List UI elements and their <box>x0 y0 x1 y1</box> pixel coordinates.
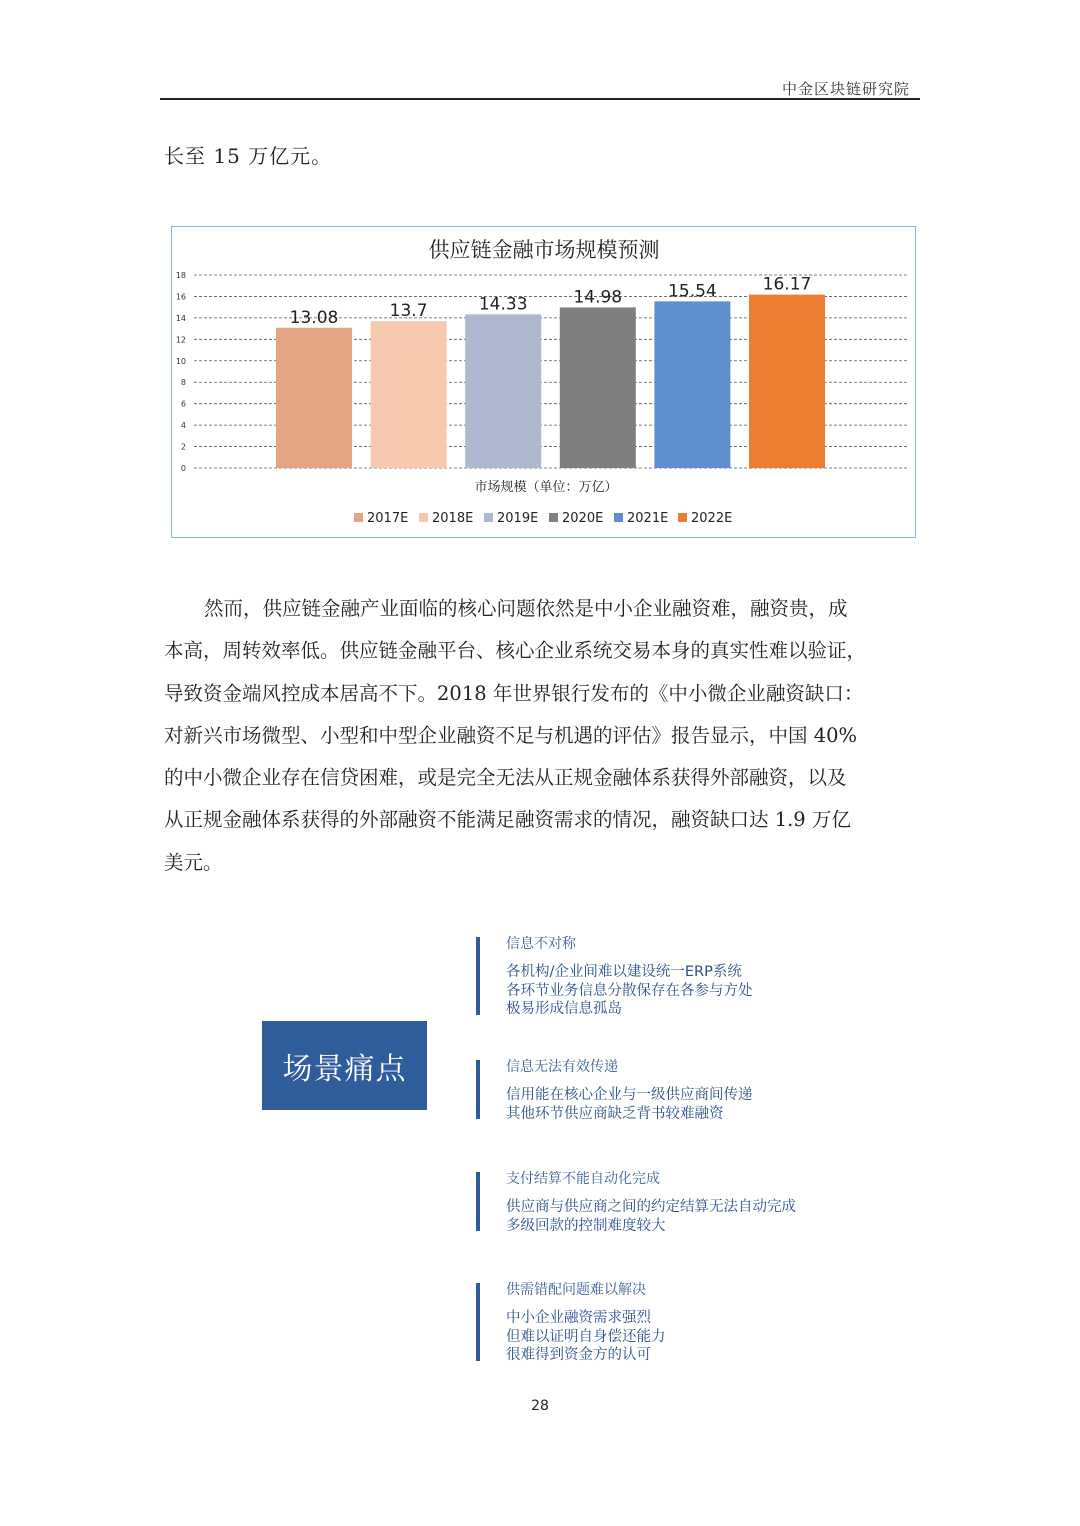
chart-title: 供应链金融市场规模预测 <box>428 238 660 262</box>
pain-point-detail: 但难以证明自身偿还能力 <box>506 1328 666 1345</box>
bar-value-label: 15.54 <box>668 281 717 302</box>
y-tick-label: 18 <box>175 271 186 280</box>
paragraph-line: 导致资金端风控成本居高不下。2018 年世界银行发布的《中小微企业融资缺口： <box>164 681 864 705</box>
bar-value-label: 14.98 <box>573 287 623 308</box>
bar-value-label: 13.08 <box>289 307 339 328</box>
lead-line: 长至 15 万亿元。 <box>164 144 333 168</box>
pain-point-accent-bar <box>476 1283 480 1361</box>
chart-x-axis-label: 市场规模（单位：万亿） <box>474 480 618 495</box>
paragraph-line: 本高，周转效率低。供应链金融平台、核心企业系统交易本身的真实性难以验证， <box>164 639 867 663</box>
pain-point-detail: 各环节业务信息分散保存在各参与方处 <box>506 982 753 999</box>
bar-2021E <box>654 301 730 468</box>
paragraph-line: 从正规金融体系获得的外部融资不能满足融资需求的情况，融资缺口达 1.9 万亿 <box>164 808 851 832</box>
y-tick-label: 4 <box>180 421 186 431</box>
y-tick-label: 6 <box>180 399 186 409</box>
chart-svg <box>172 227 917 539</box>
bar-2022E <box>749 295 825 468</box>
chart-data-labels <box>290 275 812 328</box>
header-org: 中金区块链研究院 <box>781 80 910 98</box>
pain-point-accent-bar <box>476 1060 480 1119</box>
pain-point-detail: 供应商与供应商之间的约定结算无法自动完成 <box>506 1199 796 1215</box>
header-rule <box>160 98 920 100</box>
y-tick-label: 14 <box>175 313 186 323</box>
pain-point-heading: 信息不对称 <box>506 936 576 952</box>
pain-point-accent-bar <box>476 1172 480 1231</box>
y-tick-label: 12 <box>175 335 186 345</box>
y-tick-label: 8 <box>180 378 186 388</box>
pain-point-detail: 信用能在核心企业与一级供应商间传递 <box>506 1087 753 1103</box>
pain-point-detail: 其他环节供应商缺乏背书较难融资 <box>506 1105 724 1122</box>
bar-2018E <box>371 321 447 468</box>
pain-point-accent-bar <box>476 937 480 1015</box>
pain-point-heading: 支付结算不能自动化完成 <box>506 1171 660 1187</box>
y-tick-label: 16 <box>175 292 186 302</box>
bar-value-label: 13.7 <box>389 301 428 322</box>
legend-label: 2020E <box>562 511 604 526</box>
bar-2020E <box>560 307 636 468</box>
y-tick-label: 10 <box>175 356 186 366</box>
pain-point-heading: 信息无法有效传递 <box>506 1059 618 1075</box>
market-chart <box>171 226 916 538</box>
pain-point-text <box>506 1281 666 1365</box>
pain-point-text <box>506 935 753 1019</box>
pain-point-heading: 供需错配问题难以解决 <box>506 1282 646 1298</box>
paragraph-line: 然而，供应链金融产业面临的核心问题依然是中小企业融资难，融资贵，成 <box>204 597 848 620</box>
legend-swatch <box>354 513 363 522</box>
pain-point-detail: 极易形成信息孤岛 <box>506 1001 622 1017</box>
y-tick-label: 0 <box>180 464 186 473</box>
chart-bars <box>276 295 825 468</box>
legend-swatch <box>484 513 493 522</box>
pain-point-detail: 多级回款的控制难度较大 <box>506 1217 666 1234</box>
legend-swatch <box>678 513 687 522</box>
legend-label: 2017E <box>367 511 409 526</box>
legend-label: 2018E <box>432 511 474 526</box>
chart-legend <box>354 511 732 526</box>
legend-swatch <box>614 513 623 522</box>
page-number: 28 <box>531 1398 549 1414</box>
chart-y-ticks <box>176 271 186 473</box>
paragraph-line: 的中小微企业存在信贷困难，或是完全无法从正规金融体系获得外部融资，以及 <box>164 766 847 790</box>
bar-value-label: 14.33 <box>478 294 528 315</box>
pain-points-title-box: 场景痛点 <box>262 1021 427 1110</box>
legend-label: 2019E <box>497 511 539 526</box>
legend-label: 2021E <box>627 511 669 526</box>
legend-label: 2022E <box>691 511 733 526</box>
pain-point-text <box>506 1058 753 1123</box>
pain-point-text <box>506 1170 796 1235</box>
y-tick-label: 2 <box>180 442 186 452</box>
pain-point-detail: 很难得到资金方的认可 <box>506 1347 651 1363</box>
bar-2019E <box>465 314 541 468</box>
paragraph-line: 美元。 <box>164 850 223 874</box>
paragraph-line: 对新兴市场微型、小型和中型企业融资不足与机遇的评估》报告显示，中国 40% <box>164 723 858 747</box>
legend-swatch <box>419 513 428 522</box>
pain-point-detail: 中小企业融资需求强烈 <box>506 1310 651 1326</box>
bar-value-label: 16.17 <box>762 274 812 295</box>
body-paragraph <box>164 588 920 884</box>
bar-2017E <box>276 328 352 468</box>
legend-swatch <box>549 513 558 522</box>
pain-point-detail: 各机构/企业间难以建设统一ERP系统 <box>506 964 742 980</box>
